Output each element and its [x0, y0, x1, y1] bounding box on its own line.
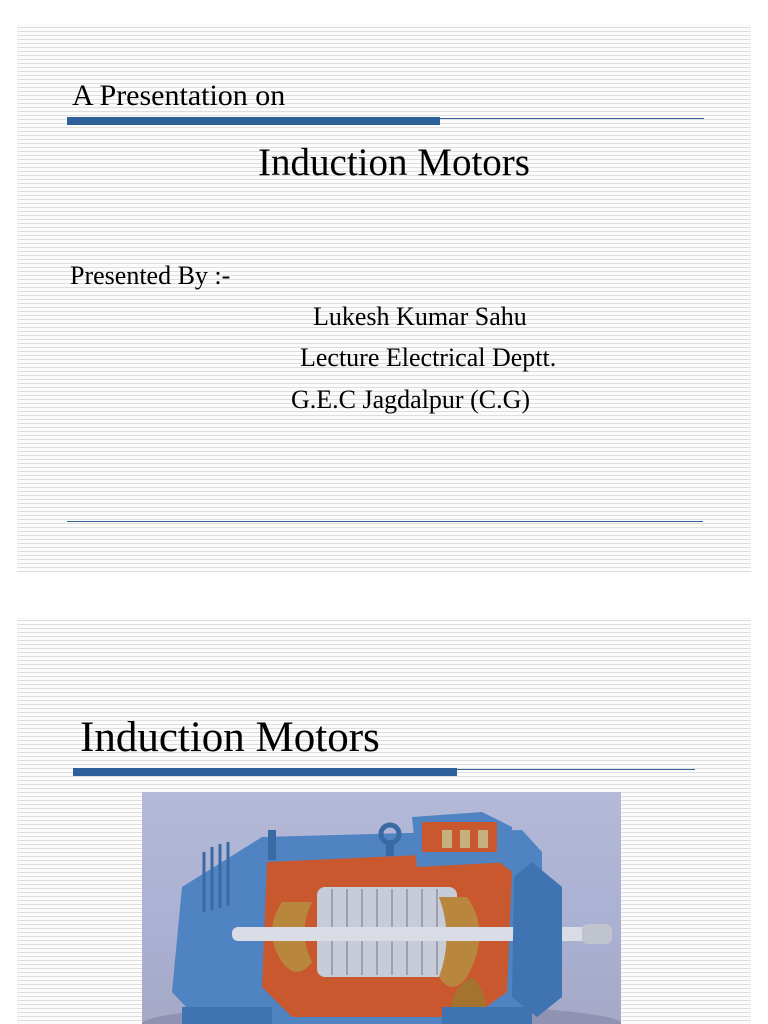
title-rule-thick: [67, 117, 440, 125]
title-rule-thin: [440, 118, 704, 119]
slide-kicker: A Presentation on: [72, 79, 286, 112]
title-rule-thick: [73, 768, 457, 776]
presented-by-label: Presented By :-: [70, 261, 231, 290]
induction-motor-cutaway-icon: [142, 792, 621, 1024]
title-rule-thin: [457, 769, 695, 770]
slide-title-text: Induction Motors: [258, 141, 530, 184]
slide-motor-image: [17, 617, 751, 1024]
slide-title-text: Induction Motors: [80, 714, 380, 761]
presenter-name: Lukesh Kumar Sahu: [313, 302, 527, 331]
presenter-institution: G.E.C Jagdalpur (C.G): [291, 385, 531, 414]
slide-title: [17, 24, 751, 572]
footer-rule: [67, 521, 703, 522]
presenter-role: Lecture Electrical Deptt.: [300, 343, 557, 372]
